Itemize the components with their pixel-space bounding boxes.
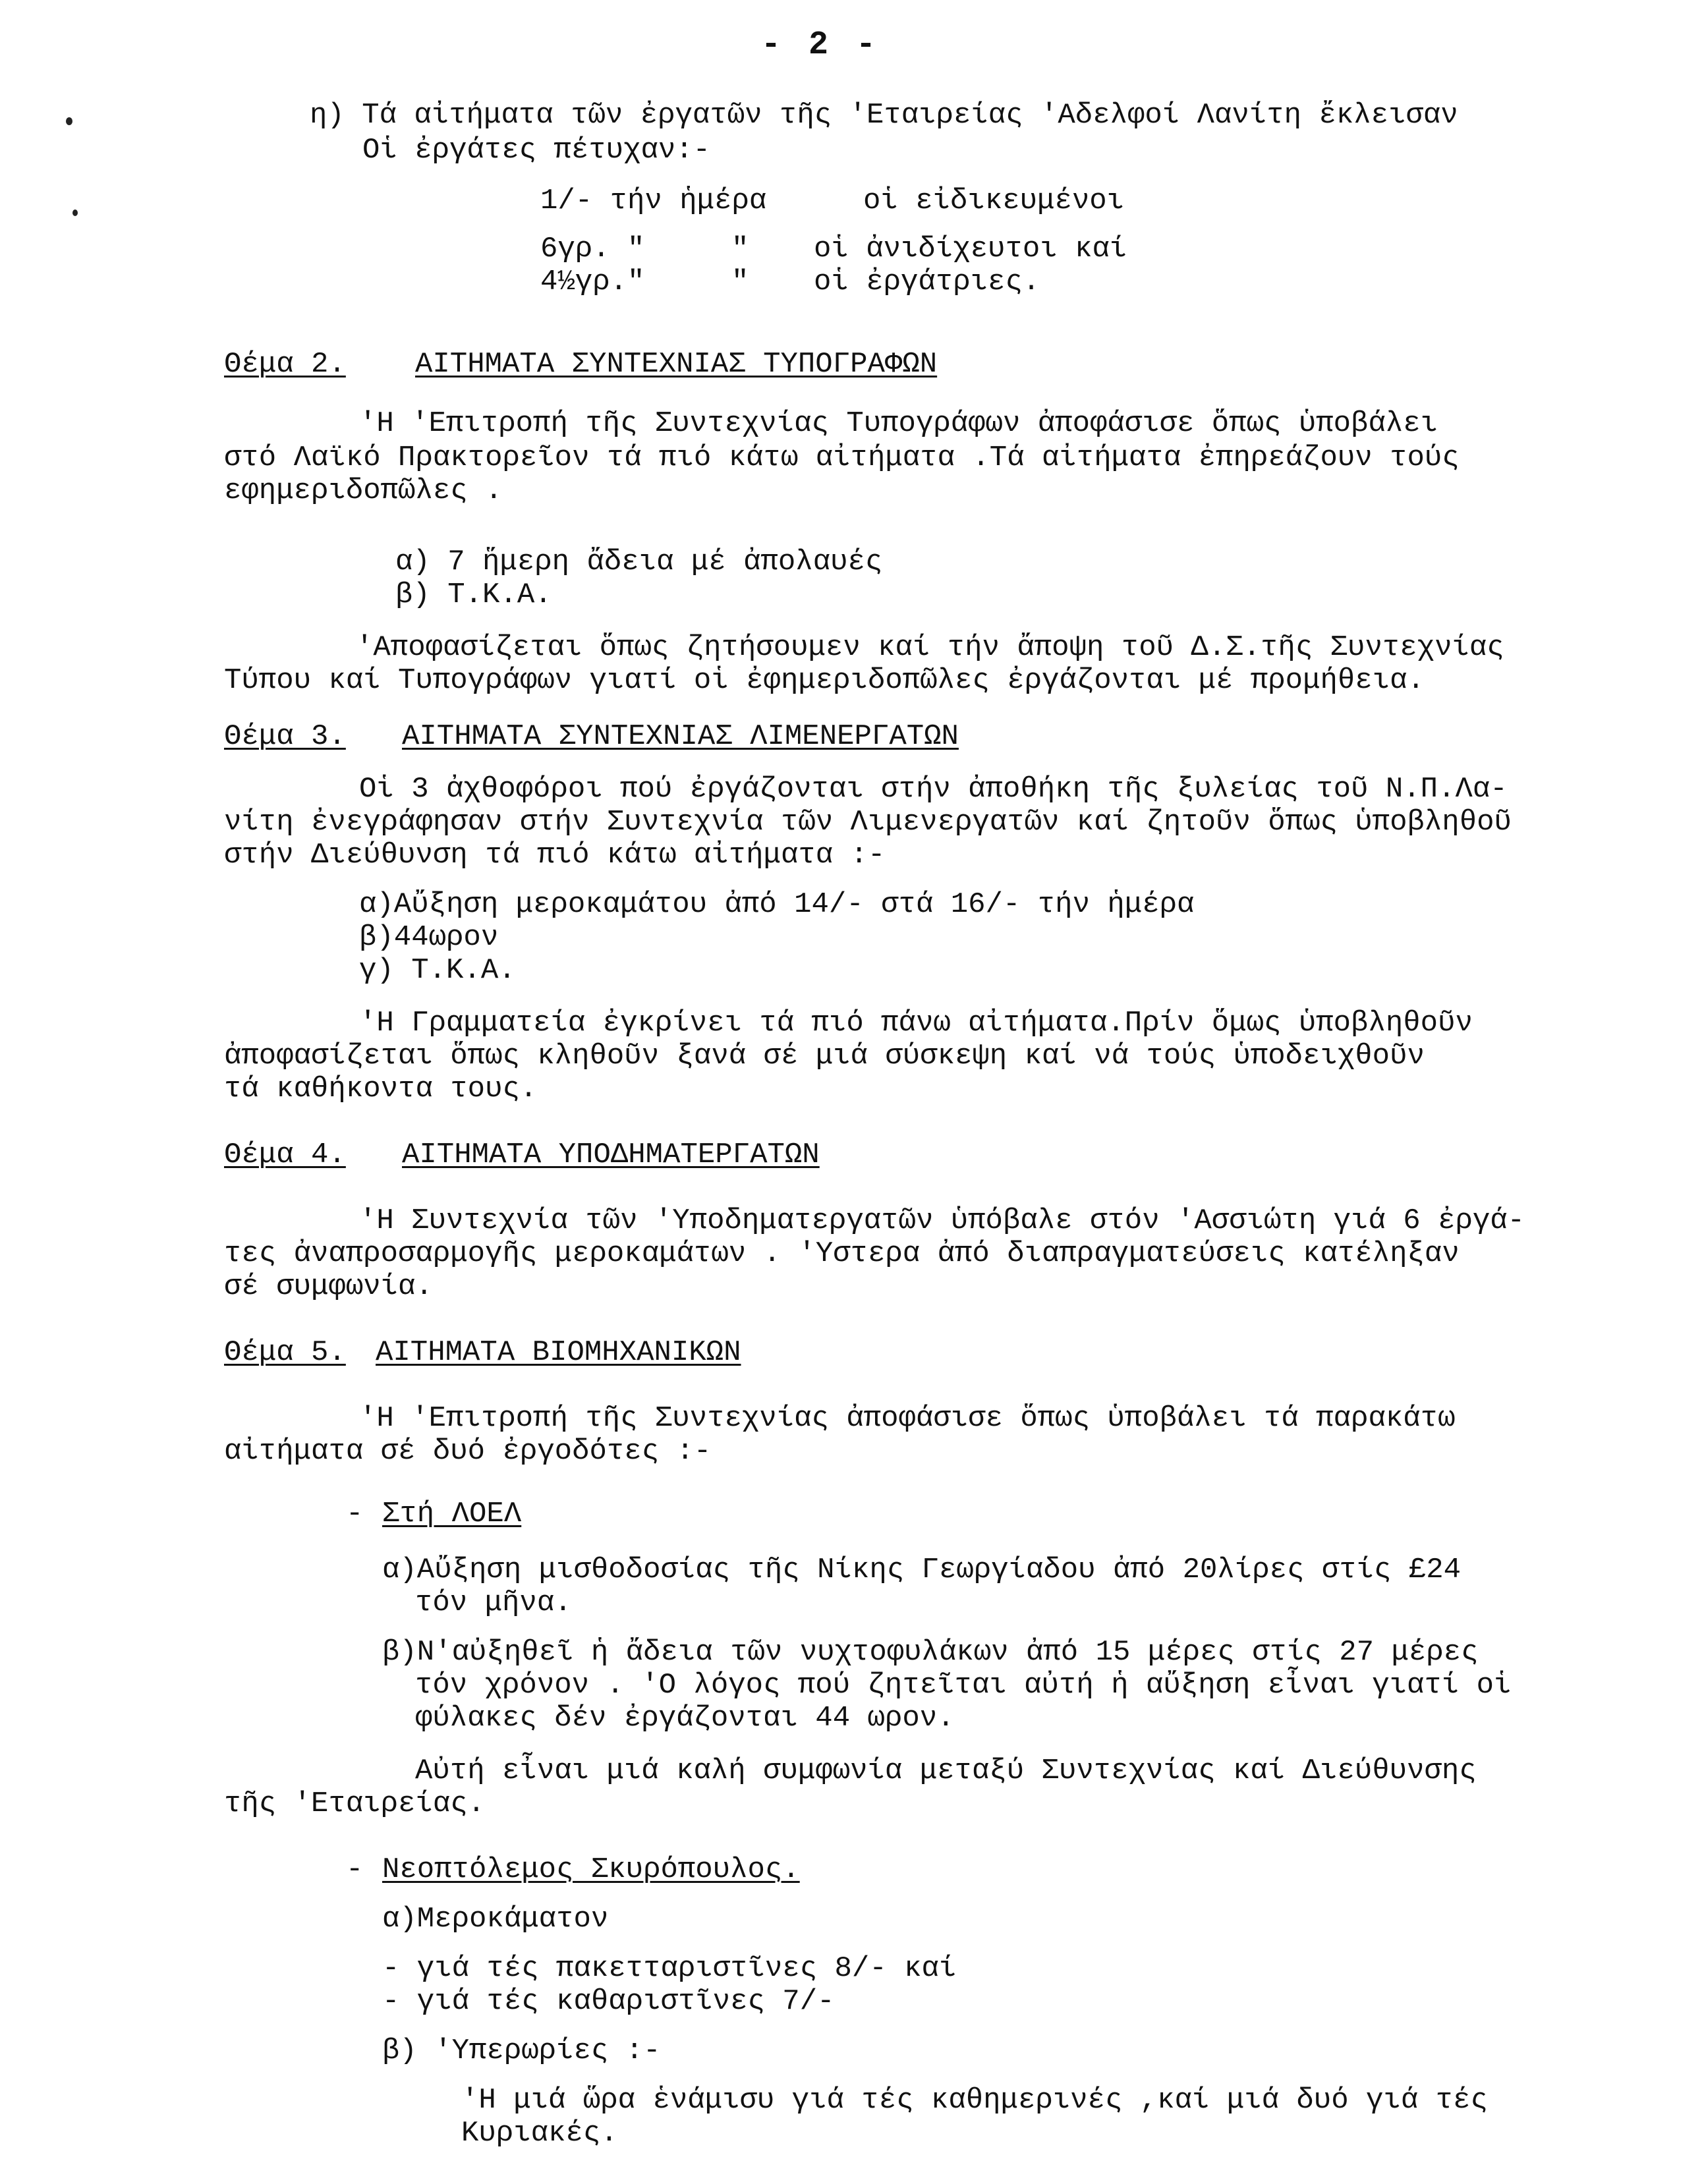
theme2-p2-line1: 'Αποφασίζεται ὅπως ζητήσουμεν καί τήν ἄποψη τοῦ Δ.Σ.τῆς Συντεχνίας (356, 631, 1504, 664)
employer1-note-line2: τῆς 'Εταιρείας. (224, 1787, 486, 1820)
theme5-heading: Θέμα 5. (224, 1336, 346, 1369)
wage-ditto-3: " (731, 266, 749, 298)
theme3-title: ΑΙΤΗΜΑΤΑ ΣΥΝΤΕΧΝΙΑΣ ΛΙΜΕΝΕΡΓΑΤΩΝ (402, 720, 959, 753)
theme3-item-a: α)Αὔξηση μεροκαμάτου ἀπό 14/- στά 16/- τήν ἡμέρα (359, 888, 1195, 921)
theme4-p1-line3: σέ συμφωνία. (224, 1270, 433, 1303)
theme5-title: ΑΙΤΗΜΑΤΑ ΒΙΟΜΗΧΑΝΙΚΩΝ (376, 1336, 741, 1369)
employer1-note-line1: Αὐτή εἶναι μιά καλή συμφωνία μεταξύ Συντεχνίας καί Διεύθυνσης (415, 1754, 1477, 1787)
theme2-item-a: α) 7 ἥμερη ἄδεια μέ ἀπολαυές (395, 546, 883, 578)
theme3-p2-line1: 'Η Γραμματεία ἐγκρίνει τά πιό πάνω αἰτήματα.Πρίν ὅμως ὑποβληθοῦν (359, 1007, 1473, 1040)
scan-speck (66, 117, 72, 125)
theme3-item-b: β)44ωρον (359, 921, 499, 954)
page-number: - 2 - (761, 26, 880, 64)
wage-ditto-2: " (731, 233, 749, 266)
theme3-item-c: γ) Τ.Κ.Α. (359, 954, 516, 987)
employer2-b-title: β) 'Υπερωρίες :- (382, 2034, 661, 2067)
theme4-heading: Θέμα 4. (224, 1138, 346, 1171)
theme2-p1-line3: εφημεριδοπῶλες . (224, 474, 503, 507)
employer1-b-line2: τόν χρόνον . 'Ο λόγος πού ζητεῖται αὐτή ἡ αὔξηση εἶναι γιατί οἱ (415, 1669, 1512, 1702)
theme2-item-b: β) Τ.Κ.Α. (395, 578, 552, 611)
employer1-b-line3: φύλακες δέν ἐργάζονται 44 ωρον. (415, 1702, 955, 1735)
wage-who-2: οἱ ἀνιδίχευτοι καί (814, 233, 1127, 266)
theme3-p1-line1: Οἱ 3 ἀχθοφόροι πού ἐργάζονται στήν ἀποθήκη τῆς ξυλείας τοῦ Ν.Π.Λα- (359, 773, 1508, 806)
item-h-line1: η) Τά αἰτήματα τῶν ἐργατῶν τῆς 'Εταιρείας 'Αδελφοί Λανίτη ἔκλεισαν (310, 99, 1458, 132)
wage-amount-1: 1/- τήν ἡμέρα (540, 184, 767, 217)
theme2-p2-line2: Τύπου καί Τυπογράφων γιατί οἱ ἐφημεριδοπῶλες ἐργάζονται μέ προμήθεια. (224, 664, 1425, 697)
theme4-title: ΑΙΤΗΜΑΤΑ ΥΠΟΔΗΜΑΤΕΡΓΑΤΩΝ (402, 1138, 820, 1171)
theme5-p1-line2: αἰτήματα σέ δυό ἐργοδότες :- (224, 1435, 712, 1468)
employer2-a-item1: - γιά τές πακετταριστῖνες 8/- καί (382, 1952, 957, 1985)
employer2-b-line2: Κυριακές. (461, 2117, 618, 2150)
employer2-name: Νεοπτόλεμος Σκυρόπουλος. (382, 1853, 800, 1886)
employer2-a-title: α)Μεροκάματον (382, 1903, 609, 1936)
employer1-a-line2: τόν μῆνα. (415, 1586, 572, 1619)
theme3-p2-line2: ἀποφασίζεται ὅπως κληθοῦν ξανά σέ μιά σύσκεψη καί νά τούς ὑποδειχθοῦν (224, 1040, 1425, 1073)
theme3-heading: Θέμα 3. (224, 720, 346, 753)
wage-amount-2: 6γρ. " (540, 233, 645, 266)
theme3-p1-line3: στήν Διεύθυνση τά πιό κάτω αἰτήματα :- (224, 839, 886, 872)
wage-who-1: οἱ εἰδικευμένοι (863, 184, 1125, 217)
employer1-a-line1: α)Αὔξηση μισθοδοσίας τῆς Νίκης Γεωργίαδου ἀπό 20λίρες στίς £24 (382, 1554, 1462, 1586)
item-h-line2: Οἱ ἐργάτες πέτυχαν:- (362, 134, 711, 167)
theme2-p1-line1: 'Η 'Επιτροπή τῆς Συντεχνίας Τυπογράφων ἀποφάσισε ὅπως ὑποβάλει (359, 407, 1438, 440)
theme2-title: ΑΙΤΗΜΑΤΑ ΣΥΝΤΕΧΝΙΑΣ ΤΥΠΟΓΡΑΦΩΝ (415, 348, 938, 381)
theme2-heading: Θέμα 2. (224, 348, 346, 381)
employer2-a-item2: - γιά τές καθαριστῖνες 7/- (382, 1985, 835, 2018)
theme3-p1-line2: νίτη ἐνεγράφησαν στήν Συντεχνία τῶν Λιμενεργατῶν καί ζητοῦν ὅπως ὑποβληθοῦ (224, 806, 1512, 839)
employer2-b-line1: 'Η μιά ὥρα ἑνάμισυ γιά τές καθημερινές ,καί μιά δυό γιά τές (461, 2084, 1488, 2117)
theme2-p1-line2: στό Λαϊκό Πρακτορεῖον τά πιό κάτω αἰτήματα .Τά αἰτήματα ἐπηρεάζουν τούς (224, 441, 1460, 474)
theme4-p1-line1: 'Η Συντεχνία τῶν 'Υποδηματεργατῶν ὑπόβαλε στόν 'Ασσιώτη γιά 6 ἐργά- (359, 1204, 1525, 1237)
employer1-b-line1: β)Ν'αὐξηθεῖ ἡ ἄδεια τῶν νυχτοφυλάκων ἀπό 15 μέρες στίς 27 μέρες (382, 1636, 1479, 1669)
employer1-name: Στή ΛΟΕΛ (382, 1498, 522, 1530)
theme3-p2-line3: τά καθήκοντα τους. (224, 1073, 538, 1106)
wage-amount-3: 4½γρ." (540, 266, 645, 298)
theme4-p1-line2: τες ἀναπροσαρμογῆς μεροκαμάτων . 'Υστερα ἀπό διαπραγματεύσεις κατέληξαν (224, 1237, 1460, 1270)
wage-who-3: οἱ ἐργάτριες. (814, 266, 1040, 298)
scan-speck (72, 210, 78, 216)
employer2-dash: - (346, 1853, 364, 1886)
theme5-p1-line1: 'Η 'Επιτροπή τῆς Συντεχνίας ἀποφάσισε ὅπως ὑποβάλει τά παρακάτω (359, 1402, 1456, 1435)
employer1-dash: - (346, 1498, 364, 1530)
